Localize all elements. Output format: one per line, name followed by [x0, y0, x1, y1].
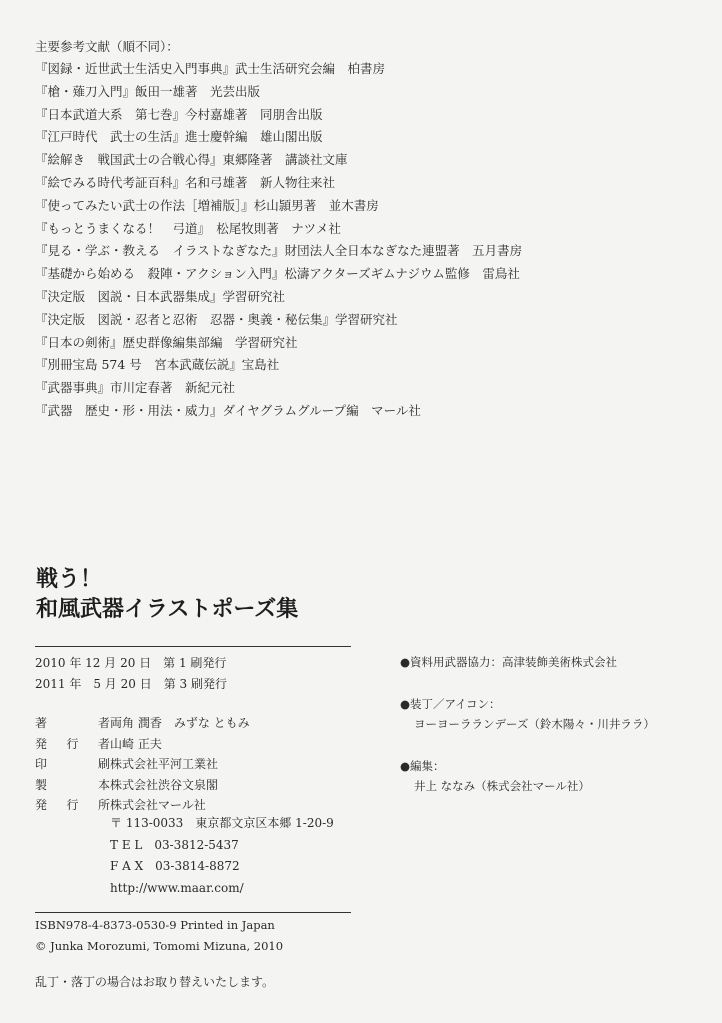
- design-credit: ヨーヨーラランデーズ（鈴木陽々・川井ララ）: [414, 717, 655, 731]
- reference-item: 『見る・学ぶ・教える イラストなぎなた』財団法人全日本なぎなた連盟著 五月書房: [35, 243, 523, 259]
- credit-label: 製 本: [35, 777, 110, 792]
- reference-item: 『江戸時代 武士の生活』進士慶幹編 雄山閣出版: [35, 129, 323, 145]
- credit-label: 印 刷: [35, 757, 110, 771]
- editing-heading: ●編集：: [400, 759, 445, 773]
- references-list: [35, 58, 695, 423]
- references-heading: 主要参考文献（順不同）：: [35, 39, 179, 54]
- book-title-line-2: 和風武器イラストポーズ集: [36, 597, 299, 622]
- reference-item: 『絵でみる時代考証百科』名和弓雄著 新人物往来社: [35, 174, 336, 190]
- isbn: ISBN978-4-8373-0530-9 Printed in Japan: [35, 918, 275, 932]
- credit-value: 山崎 正夫: [110, 736, 162, 751]
- credit-value: 株式会社渋谷文泉閣: [110, 777, 219, 792]
- publisher-address: [110, 813, 334, 899]
- credit-label: 発 行 所: [35, 798, 110, 812]
- reference-item: 『武器事典』市川定春著 新紀元社: [35, 380, 236, 396]
- book-title: [36, 565, 298, 625]
- website-url: http://www.maar.com/: [110, 880, 244, 895]
- book-title-line-1: 戦う！: [36, 567, 103, 592]
- reference-item: 『槍・薙刀入門』飯田一雄著 光芸出版: [35, 83, 261, 99]
- edition-history: [35, 653, 227, 695]
- postal-address: 〒 113-0033 東京都文京区本郷 1-20-9: [110, 816, 334, 830]
- fax: F A X 03-3814-8872: [110, 859, 240, 873]
- credit-row-binder: [35, 775, 250, 796]
- credit-row-author: [35, 713, 250, 734]
- editing-credit: 井上 ななみ（株式会社マール社）: [414, 779, 590, 793]
- reference-item: 『図録・近世武士生活史入門事典』武士生活研究会編 柏書房: [35, 61, 386, 76]
- reference-item: 『日本武道大系 第七巻』今村嘉雄著 同朋舎出版: [35, 106, 323, 122]
- reference-item: 『もっとうまくなる！ 弓道』 松尾牧則著 ナツメ社: [35, 220, 341, 236]
- reference-item: 『基礎から始める 殺陣・アクション入門』松濤アクターズギムナジウム監修 雷鳥社: [35, 266, 520, 282]
- weapons-cooperation: ●資料用武器協力：高津装飾美術株式会社: [400, 655, 618, 669]
- divider: [35, 912, 351, 913]
- isbn-block: [35, 915, 283, 957]
- credit-label: 発 行 者: [35, 736, 110, 751]
- reference-item: 『日本の剣術』歴史群像編集部編 学習研究社: [35, 334, 298, 350]
- telephone: T E L 03-3812-5437: [110, 837, 239, 852]
- reference-item: 『決定版 図説・日本武器集成』学習研究社: [35, 288, 286, 304]
- copyright: © Junka Morozumi, Tomomi Mizuna, 2010: [35, 939, 284, 953]
- edition-line: 2011 年 5 月 20 日 第 3 刷発行: [35, 677, 227, 691]
- design-heading: ●装丁／アイコン：: [400, 697, 501, 711]
- reference-item: 『別冊宝島 574 号 宮本武蔵伝説』宝島社: [35, 357, 280, 373]
- reference-item: 『武器 歴史・形・用法・威力』ダイヤグラムグループ編 マール社: [35, 402, 421, 418]
- colophon-credits: [35, 713, 250, 816]
- reference-item: 『絵解き 戦国武士の合戦心得』東郷隆著 講談社文庫: [35, 152, 348, 168]
- edition-line: 2010 年 12 月 20 日 第 1 刷発行: [35, 656, 227, 670]
- credit-row-printer: [35, 754, 250, 775]
- credit-row-publisher: [35, 734, 250, 755]
- reference-item: 『決定版 図説・忍者と忍術 忍器・奥義・秘伝集』学習研究社: [35, 311, 398, 327]
- credit-value: 株式会社平河工業社: [110, 757, 219, 771]
- credit-label: 著 者: [35, 716, 110, 730]
- reference-item: 『使ってみたい武士の作法［増補版］』杉山頴男著 並木書房: [35, 197, 379, 213]
- references-section: [35, 35, 695, 423]
- credit-value: 株式会社マール社: [110, 798, 206, 812]
- replacement-notice: 乱丁・落丁の場合はお取り替えいたします。: [35, 975, 275, 989]
- divider: [35, 646, 351, 647]
- credit-value: 両角 潤香 みずな ともみ: [110, 716, 250, 730]
- cooperation-credits: [400, 652, 655, 796]
